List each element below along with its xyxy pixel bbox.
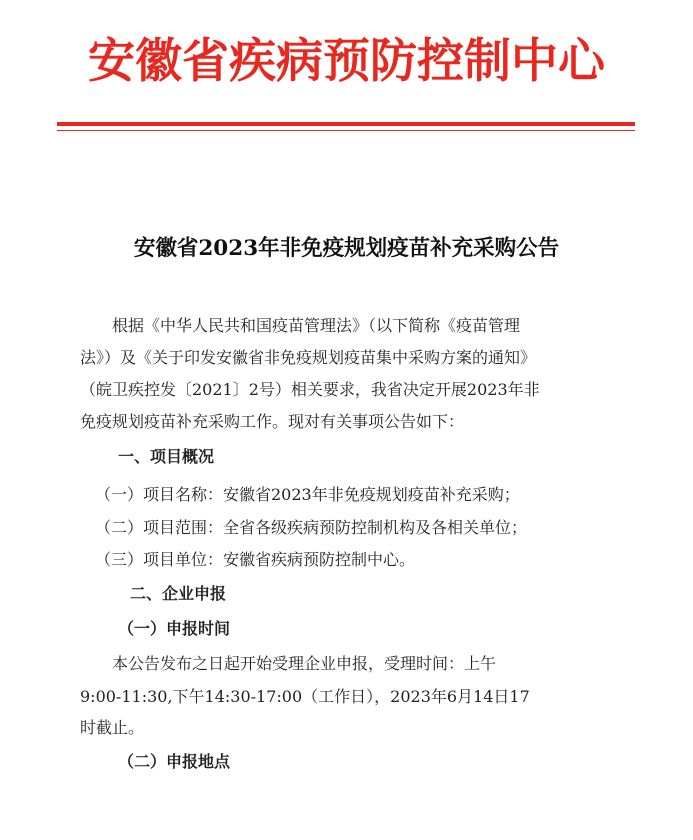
sub1-line-1: 本公告发布之日起开始受理企业申报，受理时间：上午: [112, 654, 497, 673]
section1-item-2: （二）项目范围：全省各级疾病预防控制机构及各相关单位；: [95, 518, 528, 537]
organization-masthead: 安徽省疾病预防控制中心: [88, 34, 605, 89]
section1-item-3: （三）项目单位：安徽省疾病预防控制中心。: [95, 550, 416, 569]
section1-item-1: （一）项目名称：安徽省2023年非免疫规划疫苗补充采购；: [95, 485, 520, 504]
intro-line-1: 根据《中华人民共和国疫苗管理法》（以下简称《疫苗管理: [112, 316, 521, 335]
intro-line-2: 法》）及《关于印发安徽省非免疫规划疫苗集中采购方案的通知》: [80, 348, 537, 367]
intro-line-4: 免疫规划疫苗补充采购工作。现对有关事项公告如下：: [80, 412, 465, 431]
sub1-line-3: 时截止。: [80, 718, 145, 737]
sub1-line-2: 9:00-11:30,下午14:30-17:00（工作日），2023年6月14日17: [80, 687, 530, 706]
section2-heading: 二、企业申报: [130, 584, 227, 603]
section2-sub1-heading: （一）申报时间: [118, 619, 231, 638]
intro-line-3: （皖卫疾控发〔2021〕2号）相关要求，我省决定开展2023年非: [80, 380, 540, 399]
section1-heading: 一、项目概况: [118, 447, 215, 466]
document-title: 安徽省2023年非免疫规划疫苗补充采购公告: [133, 236, 560, 261]
section2-sub2-heading: （二）申报地点: [118, 752, 231, 771]
masthead-rule-thick: [57, 122, 635, 126]
masthead-rule-thin: [57, 130, 635, 131]
